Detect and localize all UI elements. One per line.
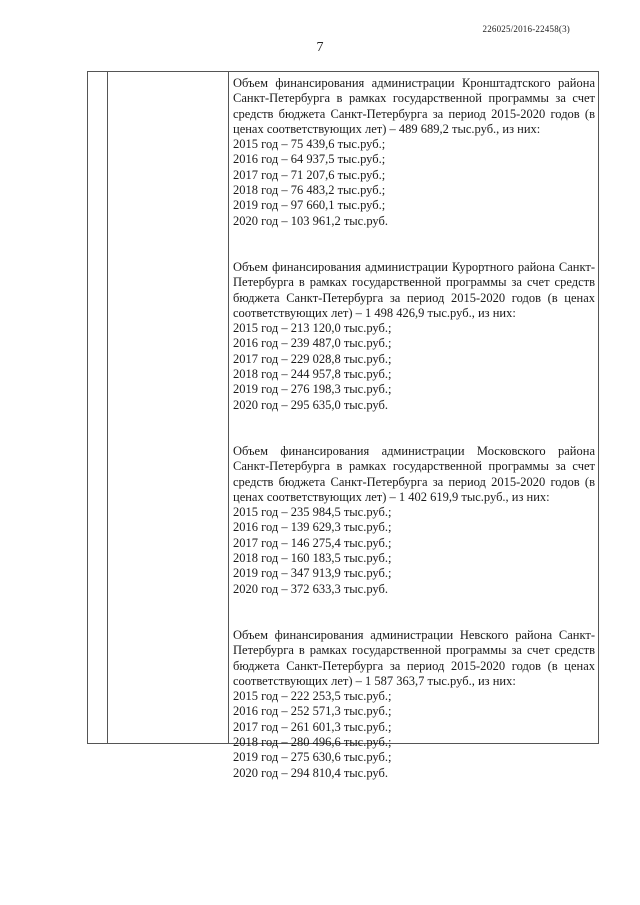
financing-block-kurortny	[233, 260, 595, 413]
financing-year-line: 2017 год – 261 601,3 тыс.руб.;	[233, 719, 392, 734]
financing-year-line: 2019 год – 97 660,1 тыс.руб.;	[233, 198, 386, 213]
financing-year-line: 2019 год – 275 630,6 тыс.руб.;	[233, 750, 392, 765]
document-id: 226025/2016-22458(3)	[482, 24, 570, 34]
financing-year-line: 2015 год – 213 120,0 тыс.руб.;	[233, 321, 392, 336]
financing-year-line: 2020 год – 295 635,0 тыс.руб.	[233, 397, 389, 412]
financing-year-line: 2015 год – 75 439,6 тыс.руб.;	[233, 137, 386, 152]
financing-year-line: 2018 год – 244 957,8 тыс.руб.;	[233, 367, 392, 382]
table-cell-financing	[233, 76, 595, 781]
financing-year-line: 2019 год – 347 913,9 тыс.руб.;	[233, 566, 392, 581]
financing-block-moskovsky	[233, 444, 595, 597]
financing-year-line: 2015 год – 222 253,5 тыс.руб.;	[233, 689, 392, 704]
financing-year-line: 2018 год – 76 483,2 тыс.руб.;	[233, 183, 386, 198]
financing-year-line: 2019 год – 276 198,3 тыс.руб.;	[233, 382, 392, 397]
financing-intro: Объем финансирования администрации Невского района Санкт-Петербурга в рамках государственной программы за счет средств бюджета Санкт-Петербурга за период 2015-2020 годов (в ценах соответствующих лет) – 1 587 363,7 тыс.руб., из них:	[233, 627, 595, 688]
financing-year-line: 2018 год – 280 496,6 тыс.руб.;	[233, 734, 392, 749]
financing-year-line: 2016 год – 252 571,3 тыс.руб.;	[233, 704, 392, 719]
financing-year-line: 2016 год – 139 629,3 тыс.руб.;	[233, 520, 392, 535]
financing-intro: Объем финансирования администрации Кронштадтского района Санкт-Петербурга в рамках государственной программы за счет средств бюджета Санкт-Петербурга за период 2015-2020 годов (в ценах соответствующих лет) – 489 689,2 тыс.руб., из них:	[233, 76, 595, 136]
financing-year-line: 2020 год – 372 633,3 тыс.руб.	[233, 581, 389, 596]
financing-year-line: 2015 год – 235 984,5 тыс.руб.;	[233, 505, 392, 520]
content-table	[87, 71, 599, 780]
table-column-divider	[228, 72, 229, 743]
financing-year-line: 2018 год – 160 183,5 тыс.руб.;	[233, 551, 392, 566]
financing-intro: Объем финансирования администрации Курортного района Санкт-Петербурга в рамках государственной программы за счет средств бюджета Санкт-Петербурга за период 2015-2020 годов (в ценах соответствующих лет) – 1 498 426,9 тыс.руб., из них:	[233, 259, 595, 320]
financing-year-line: 2017 год – 229 028,8 тыс.руб.;	[233, 351, 392, 366]
financing-year-line: 2017 год – 146 275,4 тыс.руб.;	[233, 535, 392, 550]
financing-year-line: 2016 год – 64 937,5 тыс.руб.;	[233, 152, 386, 167]
page-number: 7	[316, 40, 324, 55]
financing-year-line: 2020 год – 294 810,4 тыс.руб.	[233, 765, 389, 780]
table-column-divider	[107, 72, 108, 743]
financing-block-nevsky	[233, 628, 595, 781]
financing-year-line: 2017 год – 71 207,6 тыс.руб.;	[233, 167, 386, 182]
financing-block-kronshtadt	[233, 76, 595, 229]
financing-year-line: 2016 год – 239 487,0 тыс.руб.;	[233, 336, 392, 351]
financing-intro: Объем финансирования администрации Московского района Санкт-Петербурга в рамках государственной программы за счет средств бюджета Санкт-Петербурга за период 2015-2020 годов (в ценах соответствующих лет) – 1 402 619,9 тыс.руб., из них:	[233, 443, 595, 504]
financing-year-line: 2020 год – 103 961,2 тыс.руб.	[233, 213, 389, 228]
